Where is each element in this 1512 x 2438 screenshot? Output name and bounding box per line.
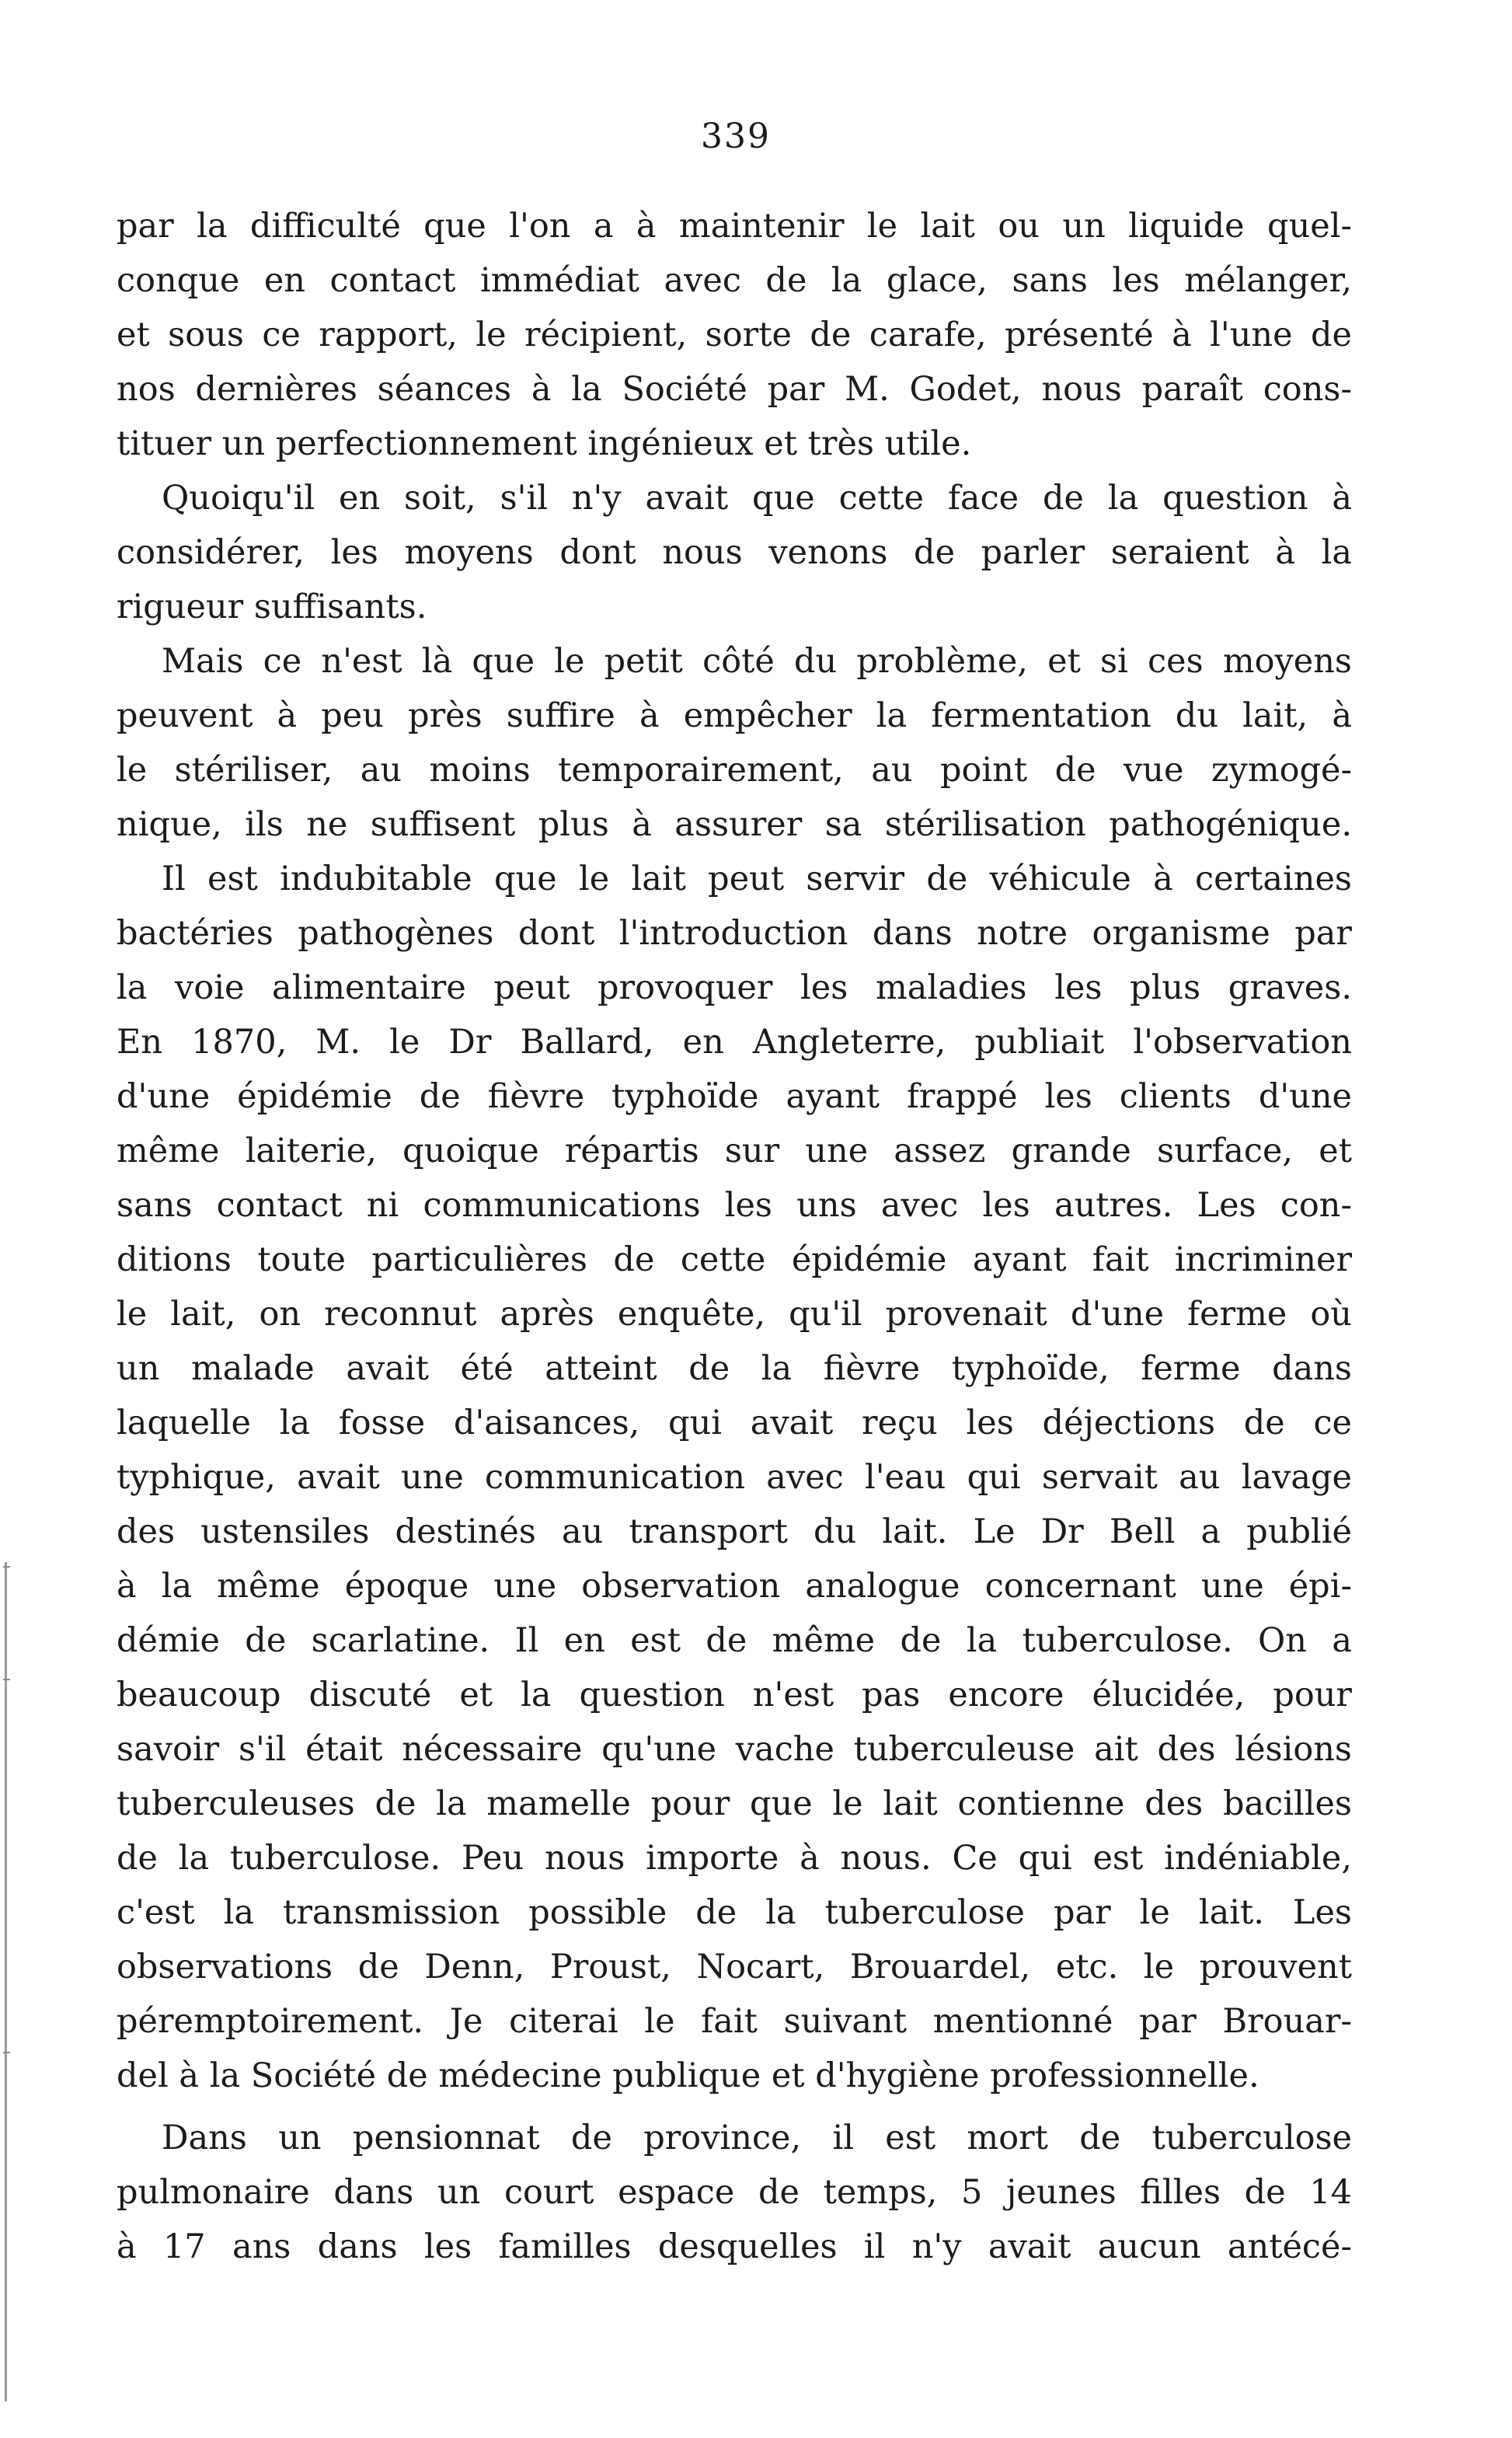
text-line: à la même époque une observation analogue concernant une épi- — [117, 1567, 1352, 1606]
paragraph — [117, 634, 1352, 852]
paragraph — [117, 199, 1352, 471]
text-line: observations de Denn, Proust, Nocart, Brouardel, etc. le prouvent — [117, 1948, 1352, 1986]
text-line: laquelle la fosse d'aisances, qui avait reçu les déjections de ce — [117, 1404, 1352, 1442]
text-line: d'une épidémie de fièvre typhoïde ayant frappé les clients d'une — [117, 1077, 1352, 1116]
text-line: savoir s'il était nécessaire qu'une vache tuberculeuse ait des lésions — [117, 1730, 1352, 1769]
text-line: typhique, avait une communication avec l'eau qui servait au lavage — [117, 1458, 1352, 1497]
text-line: del à la Société de médecine publique et d'hygiène professionnelle. — [117, 2056, 1259, 2095]
text-line: le stériliser, au moins temporairement, au point de vue zymogé- — [117, 751, 1352, 790]
text-line: Il est indubitable que le lait peut servir de véhicule à certaines — [162, 860, 1352, 898]
text-line: bactéries pathogènes dont l'introduction dans notre organisme par — [117, 914, 1352, 953]
margin-tick — [3, 2052, 10, 2053]
text-line: considérer, les moyens dont nous venons de parler seraient à la — [117, 533, 1352, 572]
page-number: 339 — [701, 117, 771, 156]
text-line: En 1870, M. le Dr Ballard, en Angleterre, publiait l'observation — [117, 1023, 1352, 1062]
text-line: un malade avait été atteint de la fièvre typhoïde, ferme dans — [117, 1349, 1352, 1388]
text-line: conque en contact immédiat avec de la glace, sans les mélanger, — [117, 261, 1352, 300]
text-line: à 17 ans dans les familles desquelles il n'y avait aucun antécé- — [117, 2227, 1352, 2266]
text-line: ditions toute particulières de cette épidémie ayant fait incriminer — [117, 1240, 1352, 1279]
paragraph — [117, 2111, 1352, 2274]
text-line: sans contact ni communications les uns avec les autres. Les con- — [117, 1186, 1352, 1225]
text-line: Dans un pensionnat de province, il est mort de tuberculose — [162, 2119, 1352, 2157]
text-line: Quoiqu'il en soit, s'il n'y avait que cette face de la question à — [162, 479, 1352, 518]
paragraph — [117, 471, 1352, 634]
paragraph — [117, 852, 1352, 2103]
text-line: péremptoirement. Je citerai le fait suivant mentionné par Brouar- — [117, 2002, 1352, 2041]
text-line: nique, ils ne suffisent plus à assurer sa stérilisation pathogénique. — [117, 805, 1352, 844]
text-line: beaucoup discuté et la question n'est pas encore élucidée, pour — [117, 1676, 1352, 1714]
text-line: c'est la transmission possible de la tuberculose par le lait. Les — [117, 1893, 1352, 1932]
margin-tick — [3, 1679, 10, 1680]
text-line: rigueur suffisants. — [117, 588, 427, 626]
text-line: et sous ce rapport, le récipient, sorte de carafe, présenté à l'une de — [117, 316, 1352, 354]
text-line: pulmonaire dans un court espace de temps, 5 jeunes filles de 14 — [117, 2173, 1352, 2212]
text-line: par la difficulté que l'on a à maintenir le lait ou un liquide quel- — [117, 207, 1352, 246]
margin-tick — [3, 1566, 10, 1568]
text-line: des ustensiles destinés au transport du lait. Le Dr Bell a publié — [117, 1512, 1352, 1551]
body-text — [117, 199, 1352, 2274]
text-line: démie de scarlatine. Il en est de même de la tuberculose. On a — [117, 1621, 1352, 1660]
text-line: peuvent à peu près suffire à empêcher la fermentation du lait, à — [117, 696, 1352, 735]
text-line: même laiterie, quoique répartis sur une assez grande surface, et — [117, 1132, 1352, 1170]
text-line: le lait, on reconnut après enquête, qu'il provenait d'une ferme où — [117, 1295, 1352, 1334]
text-line: tituer un perfectionnement ingénieux et très utile. — [117, 424, 972, 463]
text-line: Mais ce n'est là que le petit côté du problème, et si ces moyens — [162, 642, 1352, 681]
text-line: la voie alimentaire peut provoquer les maladies les plus graves. — [117, 968, 1352, 1007]
binding-edge-mark — [5, 1562, 7, 2401]
text-line: de la tuberculose. Peu nous importe à nous. Ce qui est indéniable, — [117, 1839, 1352, 1878]
text-line: tuberculeuses de la mamelle pour que le lait contienne des bacilles — [117, 1784, 1352, 1823]
text-line: nos dernières séances à la Société par M. Godet, nous paraît cons- — [117, 370, 1352, 409]
